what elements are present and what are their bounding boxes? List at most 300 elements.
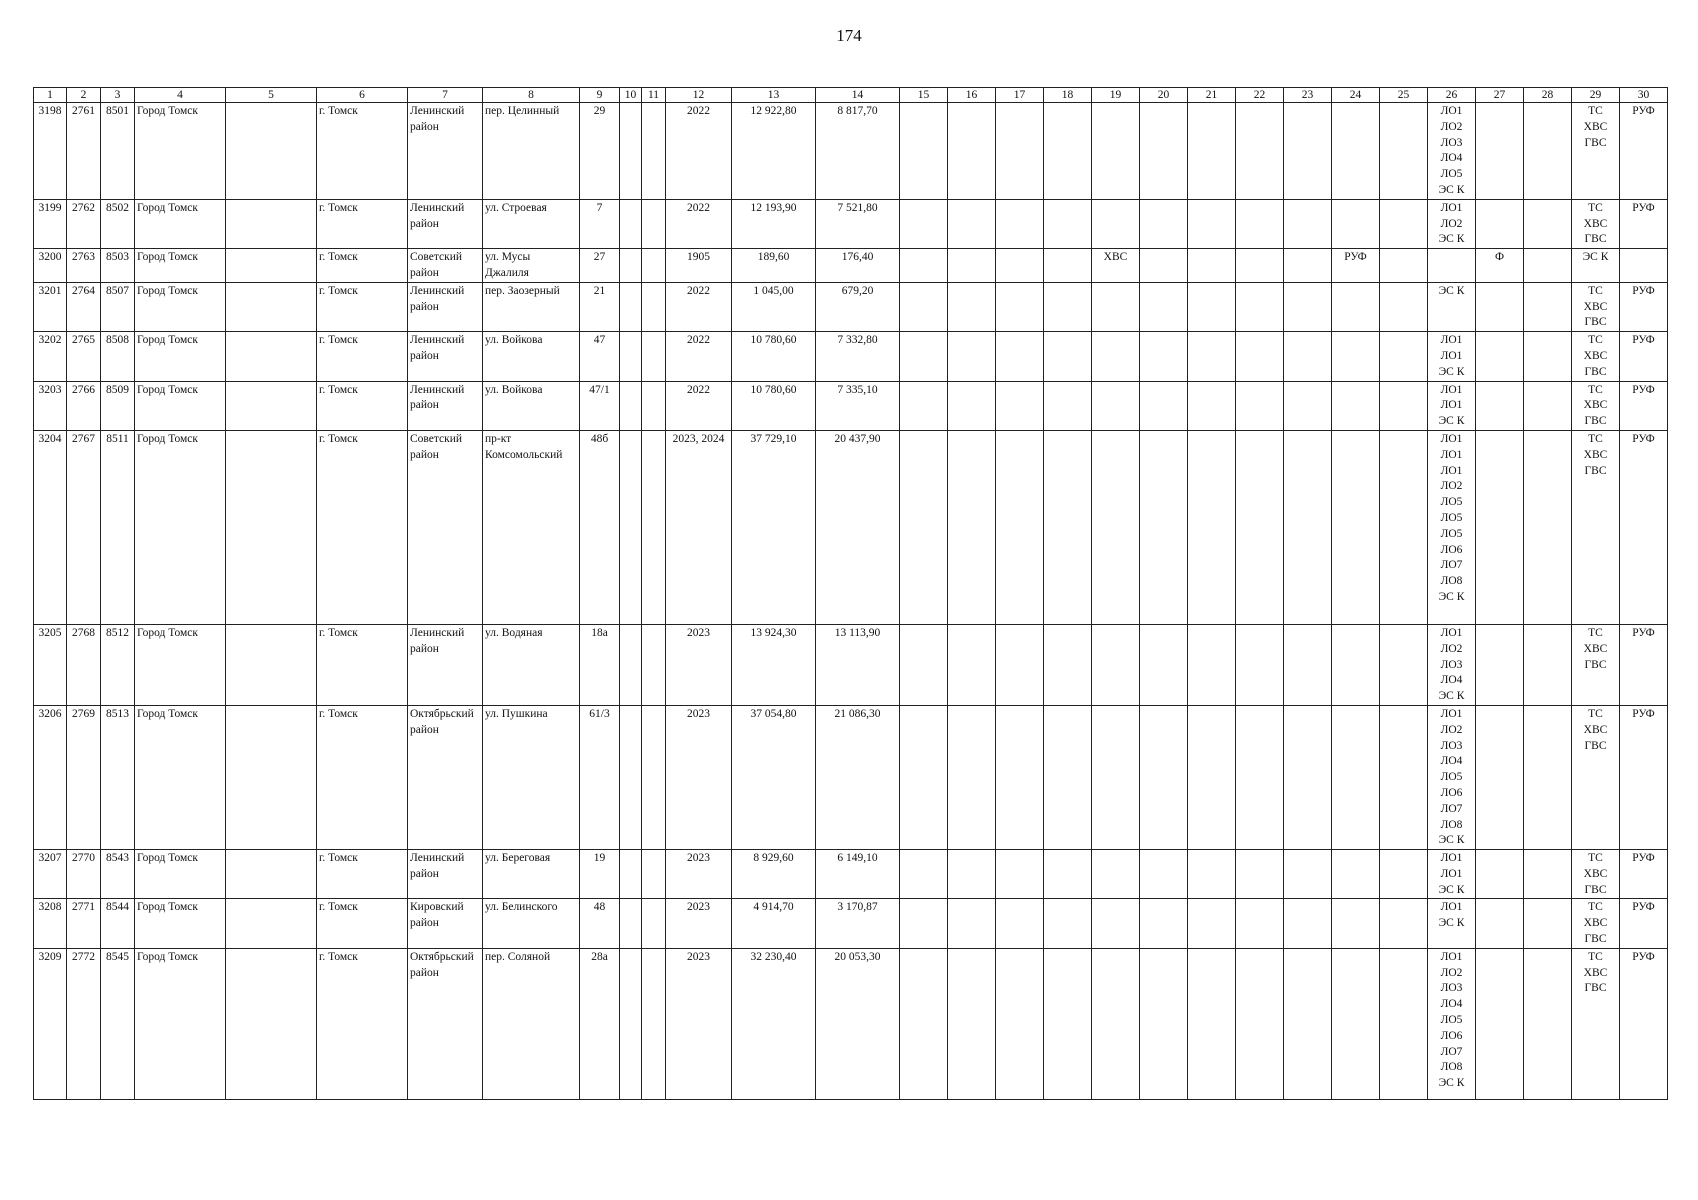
cell-col-10: [620, 948, 642, 1099]
cell-col-18: [1044, 899, 1092, 948]
cell-col-26: [1428, 332, 1476, 381]
cell-col-22: [1236, 249, 1284, 283]
cell-col-10: [620, 103, 642, 200]
cell-col-21: [1188, 899, 1236, 948]
cell-col-21: [1188, 850, 1236, 899]
column-header-28: 28: [1524, 88, 1572, 103]
cell-line: ЛО1: [1440, 707, 1463, 720]
cell-col-3: 8545: [101, 948, 135, 1099]
cell-line: ГВС: [1584, 658, 1607, 671]
table-row: [34, 199, 1668, 248]
column-header-15: 15: [900, 88, 948, 103]
cell-col-13: 12 922,80: [732, 103, 816, 200]
column-header-26: 26: [1428, 88, 1476, 103]
cell-line: ТС: [1588, 852, 1603, 865]
cell-col-24: [1332, 199, 1380, 248]
cell-line: ЭС К: [1438, 834, 1465, 847]
column-header-3: 3: [101, 88, 135, 103]
cell-line: ЛО1: [1440, 399, 1463, 412]
cell-col-24: [1332, 381, 1380, 430]
cell-line: ТС: [1588, 432, 1603, 445]
column-header-1: 1: [34, 88, 67, 103]
cell-col-2: 2766: [67, 381, 101, 430]
table-body: [34, 103, 1668, 1100]
cell-col-29: [1572, 249, 1620, 283]
column-header-27: 27: [1476, 88, 1524, 103]
cell-col-25: [1380, 899, 1428, 948]
cell-col-9: 48: [580, 899, 620, 948]
cell-col-9: 28а: [580, 948, 620, 1099]
cell-col-18: [1044, 381, 1092, 430]
cell-col-23: [1284, 948, 1332, 1099]
cell-col-5: [226, 381, 317, 430]
cell-col-22: [1236, 199, 1284, 248]
cell-col-25: [1380, 624, 1428, 705]
cell-col-20: [1140, 430, 1188, 624]
cell-col-9: 19: [580, 850, 620, 899]
cell-col-26: [1428, 249, 1476, 283]
cell-col-25: [1380, 948, 1428, 1099]
cell-col-6: г. Томск: [317, 381, 408, 430]
cell-col-5: [226, 103, 317, 200]
cell-line: ЛО1: [1440, 950, 1463, 963]
cell-col-25: [1380, 705, 1428, 849]
cell-col-1: 3206: [34, 705, 67, 849]
table-row: [34, 430, 1668, 624]
cell-col-19: [1092, 850, 1140, 899]
cell-line: ЛО5: [1440, 1014, 1463, 1027]
cell-col-1: 3205: [34, 624, 67, 705]
cell-col-1: 3204: [34, 430, 67, 624]
cell-line: ХВС: [1583, 723, 1608, 736]
cell-col-28: [1524, 199, 1572, 248]
cell-col-27: [1476, 199, 1524, 248]
cell-col-2: 2772: [67, 948, 101, 1099]
cell-col-30: РУФ: [1620, 850, 1668, 899]
column-header-2: 2: [67, 88, 101, 103]
column-header-14: 14: [816, 88, 900, 103]
cell-line: ЛО1: [1440, 334, 1463, 347]
column-header-25: 25: [1380, 88, 1428, 103]
cell-col-8: ул. Белинского: [483, 899, 580, 948]
cell-col-11: [642, 899, 666, 948]
cell-col-27: [1476, 332, 1524, 381]
cell-col-24: [1332, 624, 1380, 705]
cell-col-6: г. Томск: [317, 199, 408, 248]
cell-line: ЛО7: [1440, 559, 1463, 572]
cell-col-23: [1284, 199, 1332, 248]
cell-col-6: г. Томск: [317, 624, 408, 705]
cell-col-29: [1572, 705, 1620, 849]
cell-col-12: 2023: [666, 705, 732, 849]
cell-col-4: Город Томск: [135, 705, 226, 849]
cell-line: ЭС К: [1438, 917, 1465, 930]
table-row: [34, 332, 1668, 381]
cell-line: ХВС: [1583, 217, 1608, 230]
cell-col-30: [1620, 249, 1668, 283]
cell-col-19: [1092, 899, 1140, 948]
cell-col-26: [1428, 624, 1476, 705]
cell-col-17: [996, 948, 1044, 1099]
cell-line: ЭС К: [1438, 590, 1465, 603]
cell-col-24: [1332, 430, 1380, 624]
cell-col-2: 2770: [67, 850, 101, 899]
cell-col-18: [1044, 332, 1092, 381]
cell-col-4: Город Томск: [135, 899, 226, 948]
cell-col-15: [900, 199, 948, 248]
cell-col-8: ул. Войкова: [483, 332, 580, 381]
cell-col-3: 8502: [101, 199, 135, 248]
cell-line: ГВС: [1584, 933, 1607, 946]
cell-col-5: [226, 899, 317, 948]
cell-col-6: г. Томск: [317, 430, 408, 624]
cell-col-16: [948, 332, 996, 381]
cell-col-12: 2023: [666, 624, 732, 705]
cell-col-4: Город Томск: [135, 381, 226, 430]
cell-line: ГВС: [1584, 233, 1607, 246]
column-header-11: 11: [642, 88, 666, 103]
cell-col-12: 2022: [666, 103, 732, 200]
cell-col-18: [1044, 430, 1092, 624]
cell-col-20: [1140, 249, 1188, 283]
cell-line: ЭС К: [1438, 690, 1465, 703]
cell-col-8: ул. Береговая: [483, 850, 580, 899]
cell-col-27: [1476, 899, 1524, 948]
cell-line: ЛО3: [1440, 982, 1463, 995]
cell-col-7: Кировский район: [408, 899, 483, 948]
cell-col-8: ул. Войкова: [483, 381, 580, 430]
cell-col-15: [900, 381, 948, 430]
cell-col-19: [1092, 624, 1140, 705]
cell-col-30: РУФ: [1620, 705, 1668, 849]
cell-col-6: г. Томск: [317, 249, 408, 283]
cell-col-8: ул. Пушкина: [483, 705, 580, 849]
cell-col-29: [1572, 948, 1620, 1099]
cell-col-19: [1092, 332, 1140, 381]
cell-col-7: Ленинский район: [408, 332, 483, 381]
cell-line: ТС: [1588, 707, 1603, 720]
cell-col-15: [900, 332, 948, 381]
cell-col-29: [1572, 381, 1620, 430]
table-row: [34, 705, 1668, 849]
cell-col-18: [1044, 282, 1092, 331]
cell-line: ХВС: [1583, 300, 1608, 313]
column-header-30: 30: [1620, 88, 1668, 103]
cell-col-7: Октябрьский район: [408, 948, 483, 1099]
cell-col-15: [900, 103, 948, 200]
cell-col-17: [996, 199, 1044, 248]
cell-col-7: Ленинский район: [408, 850, 483, 899]
cell-col-5: [226, 249, 317, 283]
cell-line: ЛО1: [1440, 383, 1463, 396]
cell-col-6: г. Томск: [317, 948, 408, 1099]
cell-col-8: ул. Строевая: [483, 199, 580, 248]
cell-line: ЛО6: [1440, 1029, 1463, 1042]
cell-col-19: [1092, 381, 1140, 430]
cell-col-25: [1380, 381, 1428, 430]
cell-col-26: [1428, 381, 1476, 430]
cell-col-16: [948, 430, 996, 624]
cell-col-1: 3199: [34, 199, 67, 248]
cell-col-12: 2022: [666, 199, 732, 248]
cell-col-11: [642, 705, 666, 849]
cell-col-11: [642, 624, 666, 705]
cell-col-30: РУФ: [1620, 624, 1668, 705]
cell-line: ТС: [1588, 201, 1603, 214]
cell-col-8: пр-кт Комсомольский: [483, 430, 580, 624]
cell-col-12: 2022: [666, 381, 732, 430]
cell-col-14: 20 437,90: [816, 430, 900, 624]
cell-col-1: 3198: [34, 103, 67, 200]
column-header-8: 8: [483, 88, 580, 103]
cell-col-26: [1428, 282, 1476, 331]
cell-col-4: Город Томск: [135, 430, 226, 624]
cell-line: ЛО2: [1440, 217, 1463, 230]
cell-col-23: [1284, 249, 1332, 283]
cell-col-10: [620, 249, 642, 283]
cell-col-22: [1236, 948, 1284, 1099]
cell-line: ЛО1: [1440, 626, 1463, 639]
cell-col-22: [1236, 282, 1284, 331]
header-row: [34, 88, 1668, 103]
cell-line: ЛО8: [1440, 575, 1463, 588]
cell-col-10: [620, 282, 642, 331]
cell-col-24: [1332, 103, 1380, 200]
cell-col-21: [1188, 948, 1236, 1099]
cell-col-26: [1428, 705, 1476, 849]
cell-col-7: Советский район: [408, 249, 483, 283]
cell-col-17: [996, 430, 1044, 624]
cell-col-24: [1332, 899, 1380, 948]
cell-col-15: [900, 948, 948, 1099]
cell-line: ЭС К: [1438, 365, 1465, 378]
cell-line: ЛО7: [1440, 802, 1463, 815]
cell-col-21: [1188, 282, 1236, 331]
cell-col-17: [996, 381, 1044, 430]
cell-line: ТС: [1588, 383, 1603, 396]
cell-col-19: ХВС: [1092, 249, 1140, 283]
cell-col-30: РУФ: [1620, 948, 1668, 1099]
cell-col-28: [1524, 948, 1572, 1099]
cell-col-20: [1140, 850, 1188, 899]
cell-line: ГВС: [1584, 316, 1607, 329]
cell-col-11: [642, 381, 666, 430]
cell-line: ГВС: [1584, 739, 1607, 752]
cell-line: ТС: [1588, 284, 1603, 297]
cell-col-2: 2771: [67, 899, 101, 948]
cell-line: ГВС: [1584, 136, 1607, 149]
cell-col-10: [620, 332, 642, 381]
cell-col-20: [1140, 899, 1188, 948]
cell-line: ТС: [1588, 950, 1603, 963]
cell-line: ЛО4: [1440, 152, 1463, 165]
cell-col-13: 189,60: [732, 249, 816, 283]
cell-col-10: [620, 199, 642, 248]
cell-col-25: [1380, 332, 1428, 381]
cell-col-20: [1140, 282, 1188, 331]
column-header-18: 18: [1044, 88, 1092, 103]
cell-col-27: [1476, 705, 1524, 849]
cell-col-21: [1188, 624, 1236, 705]
cell-col-16: [948, 199, 996, 248]
cell-line: ХВС: [1583, 642, 1608, 655]
cell-col-29: [1572, 282, 1620, 331]
cell-col-25: [1380, 430, 1428, 624]
cell-col-17: [996, 249, 1044, 283]
cell-col-20: [1140, 103, 1188, 200]
cell-col-6: г. Томск: [317, 850, 408, 899]
cell-col-22: [1236, 381, 1284, 430]
cell-col-22: [1236, 705, 1284, 849]
cell-col-13: 4 914,70: [732, 899, 816, 948]
cell-col-21: [1188, 103, 1236, 200]
cell-col-28: [1524, 332, 1572, 381]
cell-col-30: РУФ: [1620, 199, 1668, 248]
cell-col-24: [1332, 948, 1380, 1099]
cell-col-21: [1188, 249, 1236, 283]
column-header-21: 21: [1188, 88, 1236, 103]
cell-line: ГВС: [1584, 365, 1607, 378]
cell-col-15: [900, 624, 948, 705]
cell-col-8: ул. Водяная: [483, 624, 580, 705]
cell-col-4: Город Томск: [135, 948, 226, 1099]
cell-col-19: [1092, 103, 1140, 200]
cell-line: ЭС К: [1438, 415, 1465, 428]
cell-col-8: пер. Заозерный: [483, 282, 580, 331]
cell-col-15: [900, 850, 948, 899]
cell-col-15: [900, 705, 948, 849]
cell-col-5: [226, 705, 317, 849]
cell-col-28: [1524, 899, 1572, 948]
cell-col-1: 3200: [34, 249, 67, 283]
cell-col-9: 61/3: [580, 705, 620, 849]
cell-col-9: 48б: [580, 430, 620, 624]
cell-col-23: [1284, 381, 1332, 430]
table-row: [34, 899, 1668, 948]
cell-col-1: 3201: [34, 282, 67, 331]
cell-col-7: Ленинский район: [408, 381, 483, 430]
table-row: [34, 249, 1668, 283]
cell-col-2: 2762: [67, 199, 101, 248]
cell-line: ЛО2: [1440, 120, 1463, 133]
cell-line: ХВС: [1583, 448, 1608, 461]
cell-col-28: [1524, 381, 1572, 430]
cell-col-24: [1332, 850, 1380, 899]
table-header: [34, 88, 1668, 103]
cell-col-14: 6 149,10: [816, 850, 900, 899]
cell-col-2: 2763: [67, 249, 101, 283]
cell-col-5: [226, 430, 317, 624]
cell-line: ГВС: [1584, 883, 1607, 896]
cell-col-13: 13 924,30: [732, 624, 816, 705]
cell-col-9: 18а: [580, 624, 620, 705]
cell-col-6: г. Томск: [317, 705, 408, 849]
cell-col-21: [1188, 705, 1236, 849]
cell-line: ЛО1: [1440, 852, 1463, 865]
cell-col-21: [1188, 332, 1236, 381]
cell-line: ЭС К: [1438, 284, 1465, 297]
cell-col-7: Ленинский район: [408, 103, 483, 200]
cell-col-26: [1428, 948, 1476, 1099]
cell-col-9: 7: [580, 199, 620, 248]
cell-col-11: [642, 332, 666, 381]
cell-col-30: РУФ: [1620, 381, 1668, 430]
cell-col-3: 8544: [101, 899, 135, 948]
cell-col-15: [900, 282, 948, 331]
cell-line: ТС: [1588, 334, 1603, 347]
cell-col-19: [1092, 282, 1140, 331]
cell-line: ГВС: [1584, 464, 1607, 477]
cell-col-2: 2764: [67, 282, 101, 331]
cell-col-17: [996, 103, 1044, 200]
cell-col-7: Ленинский район: [408, 282, 483, 331]
cell-col-22: [1236, 103, 1284, 200]
cell-line: ЛО8: [1440, 818, 1463, 831]
cell-col-11: [642, 430, 666, 624]
cell-line: ЛО4: [1440, 674, 1463, 687]
cell-col-27: [1476, 624, 1524, 705]
cell-col-17: [996, 850, 1044, 899]
cell-line: ЛО5: [1440, 527, 1463, 540]
cell-col-1: 3203: [34, 381, 67, 430]
cell-col-16: [948, 249, 996, 283]
cell-col-20: [1140, 332, 1188, 381]
cell-col-29: [1572, 199, 1620, 248]
cell-col-3: 8503: [101, 249, 135, 283]
cell-col-14: 20 053,30: [816, 948, 900, 1099]
cell-line: ЛО2: [1440, 723, 1463, 736]
cell-col-13: 37 729,10: [732, 430, 816, 624]
cell-col-23: [1284, 850, 1332, 899]
cell-col-17: [996, 332, 1044, 381]
cell-col-26: [1428, 430, 1476, 624]
cell-col-26: [1428, 199, 1476, 248]
cell-col-25: [1380, 249, 1428, 283]
table-row: [34, 948, 1668, 1099]
cell-col-27: [1476, 381, 1524, 430]
cell-col-6: г. Томск: [317, 899, 408, 948]
cell-col-29: [1572, 430, 1620, 624]
cell-line: ХВС: [1583, 966, 1608, 979]
cell-col-14: 13 113,90: [816, 624, 900, 705]
cell-col-3: 8501: [101, 103, 135, 200]
cell-line: ЛО2: [1440, 642, 1463, 655]
cell-col-21: [1188, 430, 1236, 624]
cell-line: ХВС: [1583, 349, 1608, 362]
cell-col-17: [996, 705, 1044, 849]
cell-col-22: [1236, 332, 1284, 381]
cell-col-13: 37 054,80: [732, 705, 816, 849]
cell-col-3: 8513: [101, 705, 135, 849]
cell-col-17: [996, 899, 1044, 948]
cell-col-16: [948, 850, 996, 899]
column-header-20: 20: [1140, 88, 1188, 103]
cell-col-9: 29: [580, 103, 620, 200]
table-row: [34, 850, 1668, 899]
cell-line: ЛО1: [1440, 349, 1463, 362]
cell-col-6: г. Томск: [317, 332, 408, 381]
cell-col-3: 8511: [101, 430, 135, 624]
cell-line: ЛО2: [1440, 480, 1463, 493]
cell-line: ЭС К: [1438, 233, 1465, 246]
cell-line: ЛО5: [1440, 496, 1463, 509]
cell-col-4: Город Томск: [135, 249, 226, 283]
cell-col-2: 2767: [67, 430, 101, 624]
cell-col-12: 2023: [666, 948, 732, 1099]
cell-col-11: [642, 850, 666, 899]
cell-col-18: [1044, 249, 1092, 283]
cell-col-14: 7 521,80: [816, 199, 900, 248]
